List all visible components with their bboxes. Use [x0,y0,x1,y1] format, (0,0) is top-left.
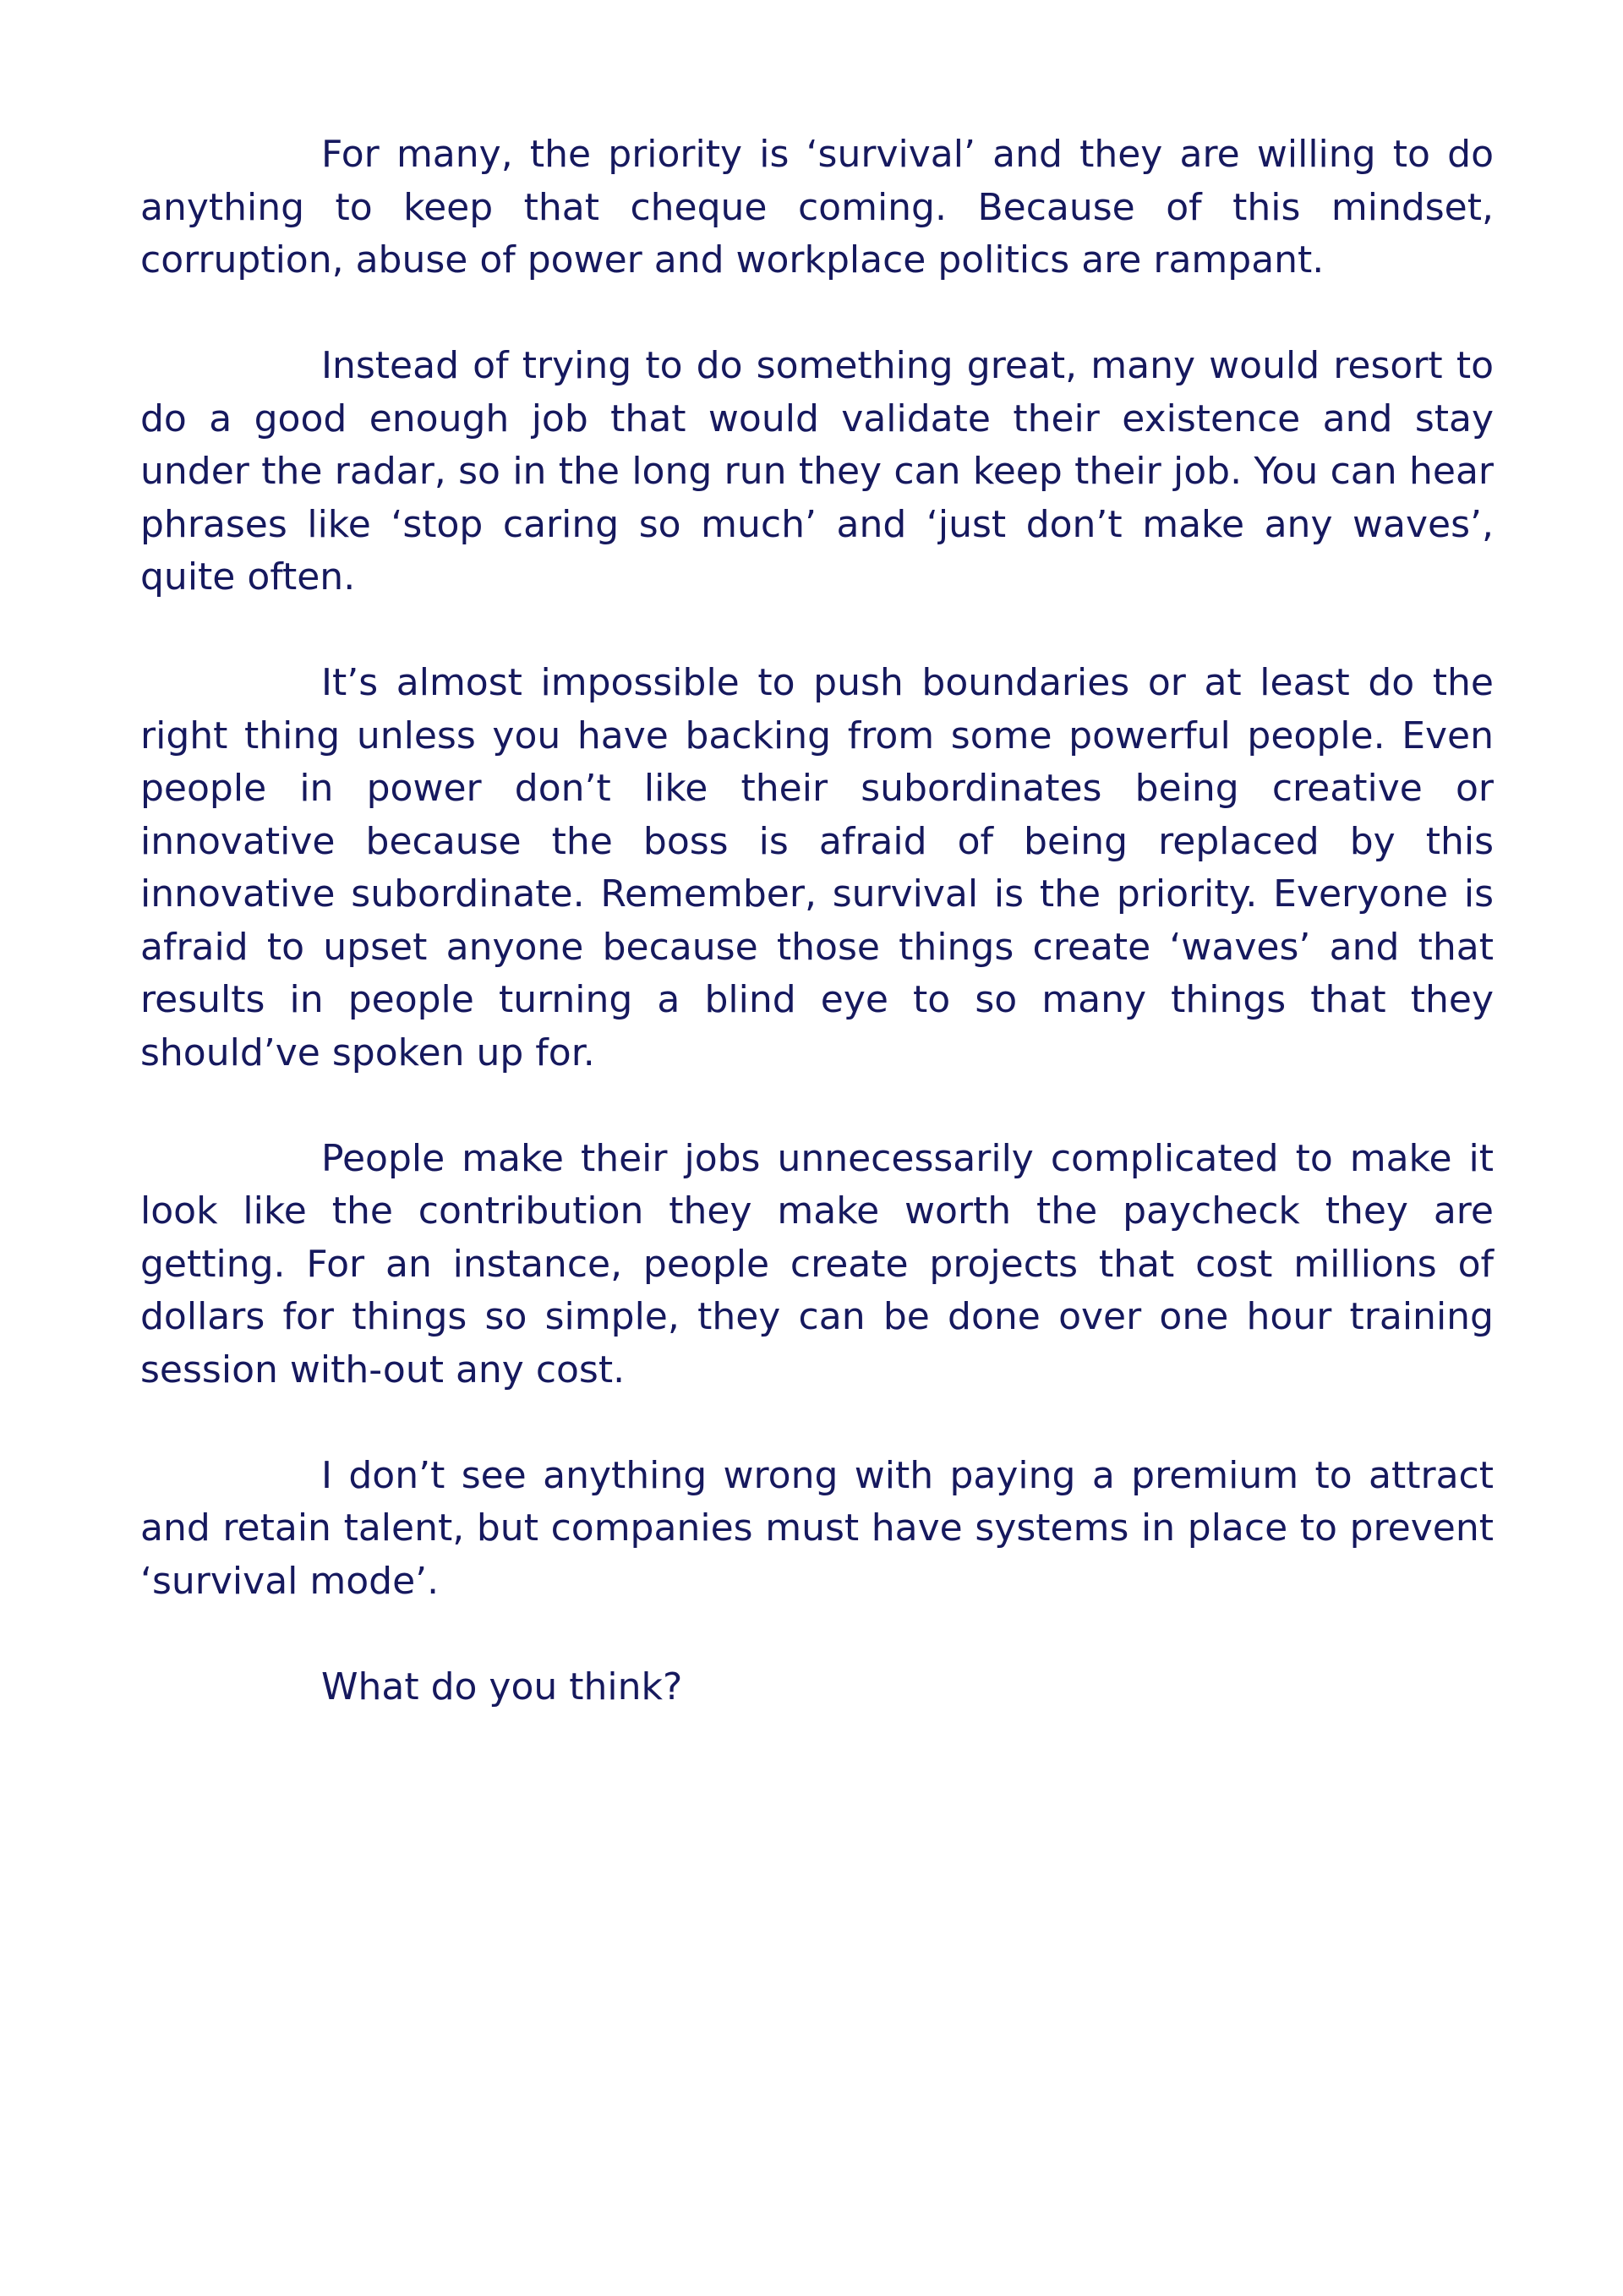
document-body [140,128,1494,1714]
paragraph-closing-question: What do you think? [321,1665,683,1708]
paragraph-complicated-jobs: People make their jobs unnecessarily complicated to make it look like the contribution they make worth the paycheck they are getting. For an instance, people create projects that cost millions of dollars for things so simple, they can be done over one hour training session with-out any cost. [140,1136,1494,1391]
paragraph-push-boundaries: It’s almost impossible to push boundaries or at least do the right thing unless you have backing from some powerful people. Even people in power don’t like their subordinates being creative or innovative because the boss is afraid of being replaced by this innovative subordinate. Remember, survival is the priority. Everyone is afraid to upset anyone because those things create ‘waves’ and that results in people turning a blind eye to so many things that they should’ve spoken up for. [140,661,1494,1074]
paragraph-good-enough-job: Instead of trying to do something great, many would resort to do a good enough job that would validate their existence and stay under the radar, so in the long run they can keep their job. You can hear phrases like ‘stop caring so much’ and ‘just don’t make any waves’, quite often. [140,344,1494,599]
paragraph-premium-talent: I don’t see anything wrong with paying a premium to attract and retain talent, but companies must have systems in place to prevent ‘survival mode’. [140,1453,1494,1603]
paragraph-survival-priority: For many, the priority is ‘survival’ and they are willing to do anything to keep that cheque coming. Because of this mindset, corruption, abuse of power and workplace politics are rampant. [140,133,1494,282]
